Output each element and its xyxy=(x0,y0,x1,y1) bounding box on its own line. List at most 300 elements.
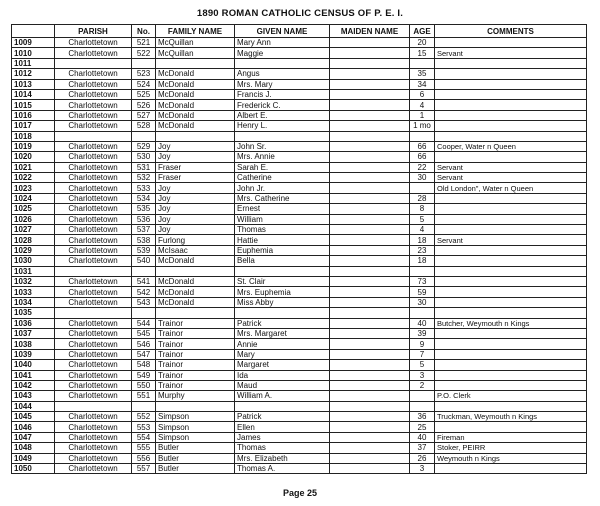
maiden-name-cell xyxy=(330,204,410,214)
number-cell: 539 xyxy=(132,245,156,255)
age-cell: 73 xyxy=(410,276,435,286)
family-name-cell: Murphy xyxy=(156,391,235,401)
age-cell: 30 xyxy=(410,173,435,183)
age-cell: 3 xyxy=(410,370,435,380)
parish-cell: Charlottetown xyxy=(55,69,132,79)
comment-cell xyxy=(435,308,587,318)
family-name-cell: McDonald xyxy=(156,256,235,266)
parish-cell: Charlottetown xyxy=(55,256,132,266)
comment-cell xyxy=(435,287,587,297)
table-row xyxy=(12,152,587,162)
parish-cell: Charlottetown xyxy=(55,183,132,193)
number-cell: 542 xyxy=(132,287,156,297)
row-id: 1013 xyxy=(12,79,55,89)
maiden-name-cell xyxy=(330,360,410,370)
table-row xyxy=(12,256,587,266)
family-name-cell: Joy xyxy=(156,225,235,235)
number-cell: 526 xyxy=(132,100,156,110)
age-cell: 66 xyxy=(410,152,435,162)
given-name-cell: Bella xyxy=(235,256,330,266)
parish-cell: Charlottetown xyxy=(55,173,132,183)
family-name-cell: McDonald xyxy=(156,69,235,79)
family-name-cell: Fraser xyxy=(156,173,235,183)
given-name-cell: Frederick C. xyxy=(235,100,330,110)
number-cell: 534 xyxy=(132,193,156,203)
number-cell: 549 xyxy=(132,370,156,380)
parish-cell: Charlottetown xyxy=(55,121,132,131)
age-cell: 15 xyxy=(410,48,435,58)
comment-cell xyxy=(435,89,587,99)
family-name-cell: McDonald xyxy=(156,100,235,110)
row-id: 1023 xyxy=(12,183,55,193)
parish-cell: Charlottetown xyxy=(55,443,132,453)
row-id: 1039 xyxy=(12,349,55,359)
age-cell: 2 xyxy=(410,380,435,390)
parish-cell: Charlottetown xyxy=(55,318,132,328)
maiden-name-cell xyxy=(330,422,410,432)
maiden-name-cell xyxy=(330,287,410,297)
family-name-cell: McDonald xyxy=(156,287,235,297)
comment-cell: Servant xyxy=(435,235,587,245)
number-cell xyxy=(132,58,156,68)
age-cell: 39 xyxy=(410,328,435,338)
family-name-cell: Trainor xyxy=(156,328,235,338)
comment-cell: Servant xyxy=(435,162,587,172)
maiden-name-cell xyxy=(330,349,410,359)
family-name-cell: Trainor xyxy=(156,370,235,380)
comment-cell xyxy=(435,225,587,235)
given-name-cell: Mrs. Margaret xyxy=(235,328,330,338)
age-cell: 59 xyxy=(410,287,435,297)
family-name-cell: McDonald xyxy=(156,276,235,286)
number-cell: 535 xyxy=(132,204,156,214)
comment-cell xyxy=(435,214,587,224)
row-id: 1048 xyxy=(12,443,55,453)
row-id: 1011 xyxy=(12,58,55,68)
number-cell: 550 xyxy=(132,380,156,390)
given-name-cell: Ellen xyxy=(235,422,330,432)
table-row xyxy=(12,38,587,48)
row-id: 1035 xyxy=(12,308,55,318)
given-name-cell: Thomas xyxy=(235,443,330,453)
parish-cell: Charlottetown xyxy=(55,89,132,99)
number-cell xyxy=(132,401,156,411)
maiden-name-cell xyxy=(330,162,410,172)
comment-cell: Truckman, Weymouth n Kings xyxy=(435,412,587,422)
maiden-name-cell xyxy=(330,38,410,48)
age-cell: 4 xyxy=(410,100,435,110)
table-row xyxy=(12,432,587,442)
table-row xyxy=(12,391,587,401)
parish-cell: Charlottetown xyxy=(55,412,132,422)
comment-cell xyxy=(435,245,587,255)
number-cell: 523 xyxy=(132,69,156,79)
parish-cell: Charlottetown xyxy=(55,110,132,120)
parish-cell: Charlottetown xyxy=(55,339,132,349)
col-header-id xyxy=(12,25,55,38)
number-cell: 553 xyxy=(132,422,156,432)
comment-cell xyxy=(435,152,587,162)
given-name-cell: Mrs. Catherine xyxy=(235,193,330,203)
row-id: 1032 xyxy=(12,276,55,286)
given-name-cell xyxy=(235,131,330,141)
number-cell xyxy=(132,308,156,318)
comment-cell xyxy=(435,349,587,359)
number-cell: 540 xyxy=(132,256,156,266)
number-cell: 547 xyxy=(132,349,156,359)
given-name-cell: John Jr. xyxy=(235,183,330,193)
table-row xyxy=(12,412,587,422)
maiden-name-cell xyxy=(330,131,410,141)
given-name-cell xyxy=(235,308,330,318)
age-cell xyxy=(410,401,435,411)
table-row xyxy=(12,318,587,328)
row-id: 1030 xyxy=(12,256,55,266)
given-name-cell: Thomas A. xyxy=(235,464,330,474)
age-cell: 1 mo xyxy=(410,121,435,131)
number-cell: 533 xyxy=(132,183,156,193)
table-row xyxy=(12,58,587,68)
parish-cell: Charlottetown xyxy=(55,141,132,151)
given-name-cell xyxy=(235,58,330,68)
family-name-cell: Joy xyxy=(156,183,235,193)
comment-cell: Stoker, PEIRR xyxy=(435,443,587,453)
family-name-cell: Joy xyxy=(156,141,235,151)
parish-cell: Charlottetown xyxy=(55,297,132,307)
given-name-cell: Miss Abby xyxy=(235,297,330,307)
table-row xyxy=(12,141,587,151)
parish-cell: Charlottetown xyxy=(55,422,132,432)
parish-cell xyxy=(55,308,132,318)
age-cell: 9 xyxy=(410,339,435,349)
family-name-cell: Trainor xyxy=(156,380,235,390)
age-cell xyxy=(410,308,435,318)
number-cell: 545 xyxy=(132,328,156,338)
maiden-name-cell xyxy=(330,79,410,89)
maiden-name-cell xyxy=(330,380,410,390)
col-header-family-name: FAMILY NAME xyxy=(156,25,235,38)
number-cell: 528 xyxy=(132,121,156,131)
row-id: 1021 xyxy=(12,162,55,172)
row-id: 1045 xyxy=(12,412,55,422)
given-name-cell: Annie xyxy=(235,339,330,349)
number-cell: 543 xyxy=(132,297,156,307)
number-cell: 524 xyxy=(132,79,156,89)
document-title: 1890 ROMAN CATHOLIC CENSUS OF P. E. I. xyxy=(196,8,404,19)
number-cell: 554 xyxy=(132,432,156,442)
parish-cell: Charlottetown xyxy=(55,380,132,390)
number-cell: 530 xyxy=(132,152,156,162)
number-cell xyxy=(132,266,156,276)
table-row xyxy=(12,214,587,224)
parish-cell: Charlottetown xyxy=(55,48,132,58)
family-name-cell: McQuillan xyxy=(156,48,235,58)
census-table xyxy=(11,24,587,474)
parish-cell: Charlottetown xyxy=(55,100,132,110)
age-cell: 8 xyxy=(410,204,435,214)
given-name-cell: Thomas xyxy=(235,225,330,235)
age-cell: 4 xyxy=(410,225,435,235)
comment-cell xyxy=(435,69,587,79)
given-name-cell: Catherine xyxy=(235,173,330,183)
number-cell: 522 xyxy=(132,48,156,58)
table-row xyxy=(12,328,587,338)
table-row xyxy=(12,453,587,463)
maiden-name-cell xyxy=(330,89,410,99)
comment-cell xyxy=(435,339,587,349)
table-row xyxy=(12,193,587,203)
family-name-cell xyxy=(156,266,235,276)
number-cell: 546 xyxy=(132,339,156,349)
table-row xyxy=(12,443,587,453)
family-name-cell: Fraser xyxy=(156,162,235,172)
row-id: 1034 xyxy=(12,297,55,307)
number-cell: 532 xyxy=(132,173,156,183)
family-name-cell: McIsaac xyxy=(156,245,235,255)
age-cell: 3 xyxy=(410,464,435,474)
maiden-name-cell xyxy=(330,183,410,193)
given-name-cell: William A. xyxy=(235,391,330,401)
given-name-cell: Sarah E. xyxy=(235,162,330,172)
comment-cell: Cooper, Water n Queen xyxy=(435,141,587,151)
given-name-cell: Mary Ann xyxy=(235,38,330,48)
age-cell: 40 xyxy=(410,432,435,442)
age-cell xyxy=(410,391,435,401)
comment-cell xyxy=(435,58,587,68)
col-header-maiden-name: MAIDEN NAME xyxy=(330,25,410,38)
age-cell: 5 xyxy=(410,360,435,370)
family-name-cell: McDonald xyxy=(156,89,235,99)
col-header-comments: COMMENTS xyxy=(435,25,587,38)
age-cell: 1 xyxy=(410,110,435,120)
row-id: 1015 xyxy=(12,100,55,110)
age-cell: 40 xyxy=(410,318,435,328)
comment-cell: Servant xyxy=(435,173,587,183)
table-row xyxy=(12,183,587,193)
comment-cell xyxy=(435,100,587,110)
age-cell xyxy=(410,58,435,68)
age-cell: 26 xyxy=(410,453,435,463)
table-row xyxy=(12,308,587,318)
family-name-cell: Trainor xyxy=(156,339,235,349)
maiden-name-cell xyxy=(330,58,410,68)
given-name-cell: Mrs. Elizabeth xyxy=(235,453,330,463)
age-cell: 22 xyxy=(410,162,435,172)
age-cell: 37 xyxy=(410,443,435,453)
comment-cell: Weymouth n Kings xyxy=(435,453,587,463)
number-cell: 529 xyxy=(132,141,156,151)
given-name-cell: Hattie xyxy=(235,235,330,245)
number-cell: 557 xyxy=(132,464,156,474)
parish-cell: Charlottetown xyxy=(55,162,132,172)
row-id: 1043 xyxy=(12,391,55,401)
maiden-name-cell xyxy=(330,100,410,110)
table-row xyxy=(12,173,587,183)
number-cell: 525 xyxy=(132,89,156,99)
family-name-cell: Simpson xyxy=(156,412,235,422)
comment-cell xyxy=(435,110,587,120)
parish-cell: Charlottetown xyxy=(55,38,132,48)
family-name-cell: McQuillan xyxy=(156,38,235,48)
given-name-cell: Albert E. xyxy=(235,110,330,120)
comment-cell xyxy=(435,38,587,48)
maiden-name-cell xyxy=(330,245,410,255)
row-id: 1014 xyxy=(12,89,55,99)
table-row xyxy=(12,48,587,58)
given-name-cell xyxy=(235,266,330,276)
table-row xyxy=(12,360,587,370)
comment-cell xyxy=(435,380,587,390)
parish-cell xyxy=(55,58,132,68)
parish-cell: Charlottetown xyxy=(55,453,132,463)
number-cell: 521 xyxy=(132,38,156,48)
parish-cell xyxy=(55,401,132,411)
table-row xyxy=(12,422,587,432)
maiden-name-cell xyxy=(330,297,410,307)
maiden-name-cell xyxy=(330,69,410,79)
family-name-cell: McDonald xyxy=(156,110,235,120)
given-name-cell: Mrs. Annie xyxy=(235,152,330,162)
age-cell xyxy=(410,266,435,276)
age-cell: 25 xyxy=(410,422,435,432)
row-id: 1010 xyxy=(12,48,55,58)
age-cell: 34 xyxy=(410,79,435,89)
given-name-cell: Ernest xyxy=(235,204,330,214)
table-row xyxy=(12,349,587,359)
family-name-cell: Joy xyxy=(156,152,235,162)
table-row xyxy=(12,276,587,286)
row-id: 1017 xyxy=(12,121,55,131)
row-id: 1020 xyxy=(12,152,55,162)
comment-cell: Butcher, Weymouth n Kings xyxy=(435,318,587,328)
comment-cell xyxy=(435,79,587,89)
family-name-cell xyxy=(156,401,235,411)
row-id: 1046 xyxy=(12,422,55,432)
given-name-cell: Mrs. Euphemia xyxy=(235,287,330,297)
family-name-cell xyxy=(156,58,235,68)
given-name-cell: Francis J. xyxy=(235,89,330,99)
col-header-parish: PARISH xyxy=(55,25,132,38)
row-id: 1033 xyxy=(12,287,55,297)
number-cell: 527 xyxy=(132,110,156,120)
comment-cell xyxy=(435,328,587,338)
parish-cell: Charlottetown xyxy=(55,235,132,245)
col-header-no: No. xyxy=(132,25,156,38)
row-id: 1028 xyxy=(12,235,55,245)
maiden-name-cell xyxy=(330,308,410,318)
age-cell: 5 xyxy=(410,214,435,224)
given-name-cell: Mrs. Mary xyxy=(235,79,330,89)
table-row xyxy=(12,110,587,120)
census-body xyxy=(12,38,587,474)
comment-cell: Old London", Water n Queen xyxy=(435,183,587,193)
row-id: 1012 xyxy=(12,69,55,79)
parish-cell xyxy=(55,131,132,141)
parish-cell: Charlottetown xyxy=(55,360,132,370)
comment-cell xyxy=(435,370,587,380)
header-row xyxy=(12,25,587,38)
maiden-name-cell xyxy=(330,453,410,463)
page-number: Page 25 xyxy=(282,488,318,498)
maiden-name-cell xyxy=(330,443,410,453)
age-cell: 66 xyxy=(410,141,435,151)
number-cell: 555 xyxy=(132,443,156,453)
maiden-name-cell xyxy=(330,110,410,120)
parish-cell: Charlottetown xyxy=(55,287,132,297)
family-name-cell: McDonald xyxy=(156,297,235,307)
number-cell: 544 xyxy=(132,318,156,328)
age-cell: 7 xyxy=(410,349,435,359)
age-cell: 30 xyxy=(410,297,435,307)
table-row xyxy=(12,339,587,349)
parish-cell: Charlottetown xyxy=(55,464,132,474)
row-id: 1044 xyxy=(12,401,55,411)
age-cell: 28 xyxy=(410,193,435,203)
comment-cell xyxy=(435,256,587,266)
age-cell: 18 xyxy=(410,256,435,266)
given-name-cell: Patrick xyxy=(235,318,330,328)
parish-cell: Charlottetown xyxy=(55,225,132,235)
age-cell: 20 xyxy=(410,38,435,48)
row-id: 1026 xyxy=(12,214,55,224)
row-id: 1027 xyxy=(12,225,55,235)
family-name-cell xyxy=(156,131,235,141)
number-cell: 551 xyxy=(132,391,156,401)
parish-cell: Charlottetown xyxy=(55,370,132,380)
parish-cell: Charlottetown xyxy=(55,152,132,162)
maiden-name-cell xyxy=(330,48,410,58)
family-name-cell: McDonald xyxy=(156,79,235,89)
comment-cell xyxy=(435,131,587,141)
family-name-cell: Trainor xyxy=(156,360,235,370)
parish-cell: Charlottetown xyxy=(55,328,132,338)
comment-cell xyxy=(435,422,587,432)
family-name-cell: McDonald xyxy=(156,121,235,131)
row-id: 1009 xyxy=(12,38,55,48)
given-name-cell: Angus xyxy=(235,69,330,79)
age-cell: 35 xyxy=(410,69,435,79)
family-name-cell: Butler xyxy=(156,464,235,474)
age-cell: 18 xyxy=(410,235,435,245)
table-row xyxy=(12,100,587,110)
parish-cell: Charlottetown xyxy=(55,276,132,286)
given-name-cell: James xyxy=(235,432,330,442)
maiden-name-cell xyxy=(330,225,410,235)
family-name-cell xyxy=(156,308,235,318)
number-cell: 556 xyxy=(132,453,156,463)
parish-cell: Charlottetown xyxy=(55,432,132,442)
maiden-name-cell xyxy=(330,276,410,286)
parish-cell: Charlottetown xyxy=(55,214,132,224)
family-name-cell: Joy xyxy=(156,214,235,224)
row-id: 1050 xyxy=(12,464,55,474)
given-name-cell: Henry L. xyxy=(235,121,330,131)
comment-cell xyxy=(435,193,587,203)
table-row xyxy=(12,266,587,276)
number-cell: 548 xyxy=(132,360,156,370)
maiden-name-cell xyxy=(330,339,410,349)
row-id: 1031 xyxy=(12,266,55,276)
family-name-cell: Simpson xyxy=(156,422,235,432)
age-cell: 23 xyxy=(410,245,435,255)
row-id: 1016 xyxy=(12,110,55,120)
maiden-name-cell xyxy=(330,328,410,338)
comment-cell xyxy=(435,360,587,370)
col-header-given-name: GIVEN NAME xyxy=(235,25,330,38)
maiden-name-cell xyxy=(330,391,410,401)
number-cell: 552 xyxy=(132,412,156,422)
table-row xyxy=(12,121,587,131)
